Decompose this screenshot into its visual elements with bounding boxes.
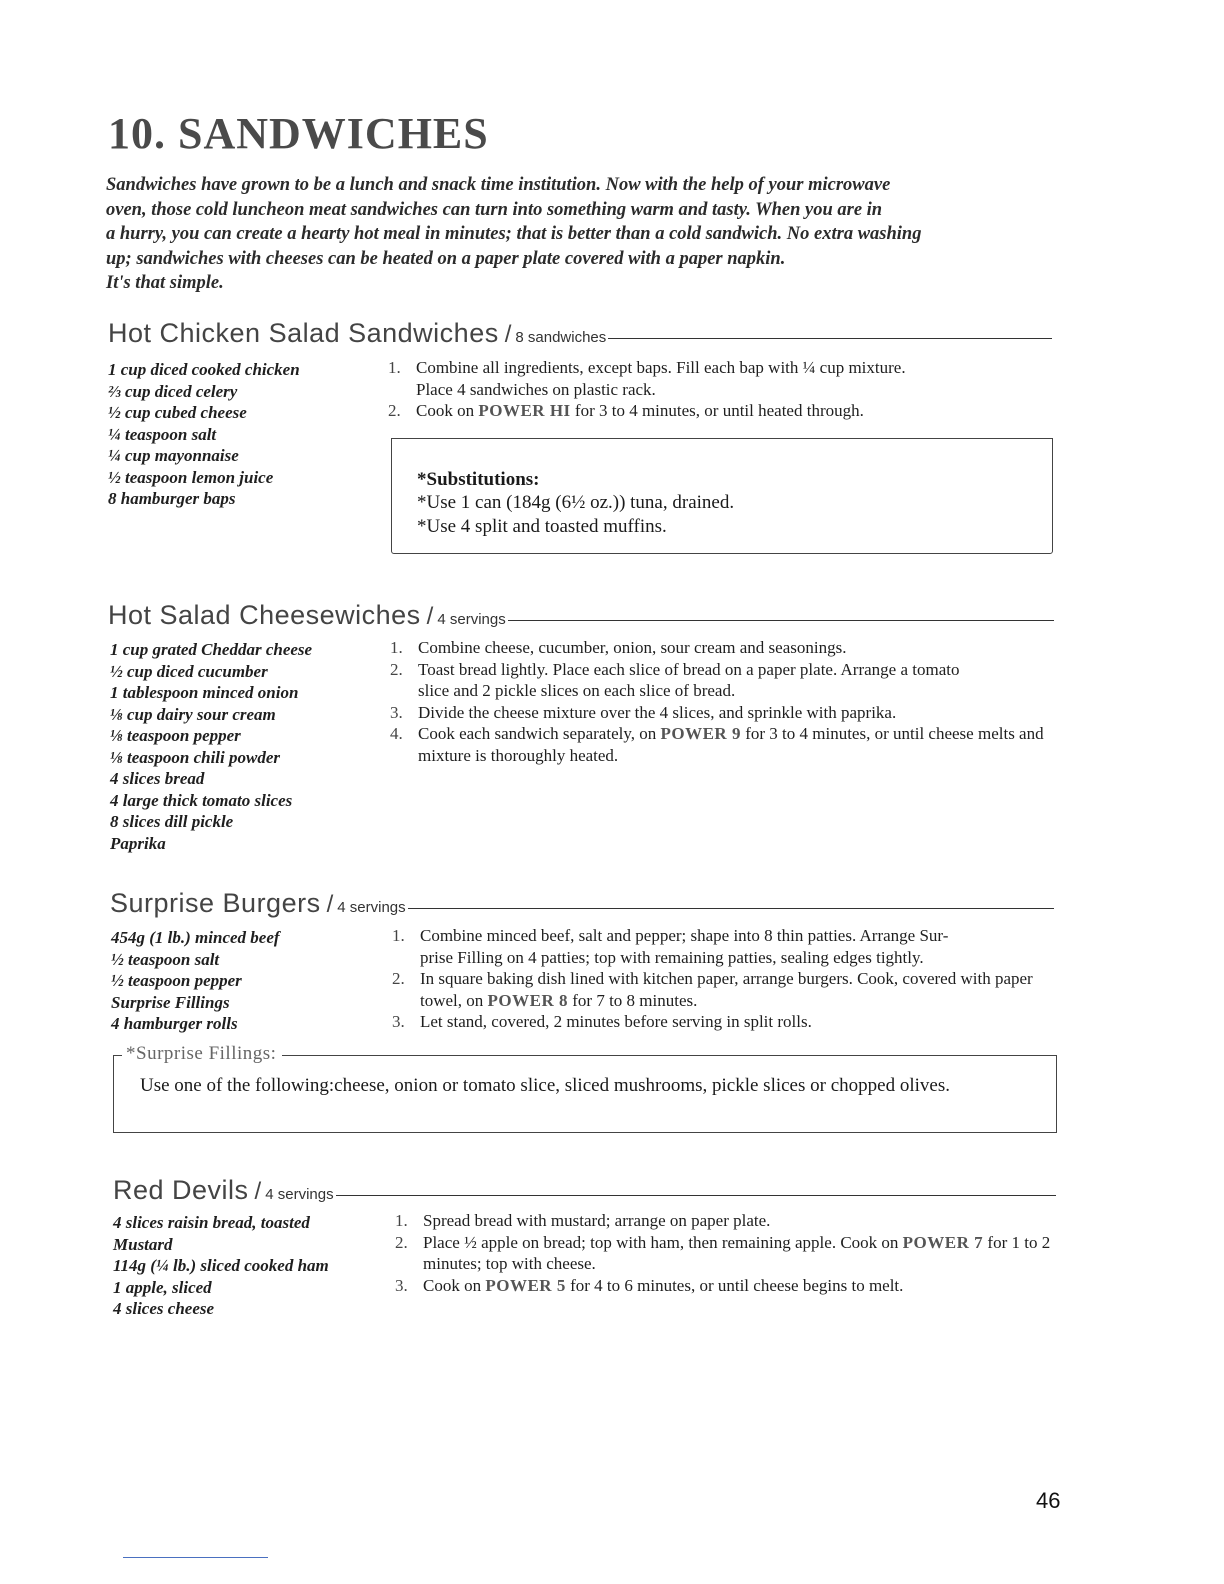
ingredient: ¼ teaspoon salt (108, 424, 217, 444)
step (388, 357, 1048, 400)
ingredient: Surprise Fillings (111, 992, 230, 1012)
step-list (390, 637, 1056, 766)
step-line: Place 4 sandwiches on plastic rack. (416, 379, 656, 399)
ingredient: 4 slices raisin bread, toasted (113, 1213, 310, 1232)
step-text-part: for 3 to 4 minutes, or until cheese melts and mixture is thoroughly heated. (418, 724, 1044, 765)
recipe-yield: 8 sandwiches (515, 329, 607, 346)
fillings-text: Use one of the following:cheese, onion or tomato slice, sliced mushrooms, pickle slices or chopped olives. (140, 1075, 950, 1096)
step-line: prise Filling on 4 patties; top with remaining patties, sealing edges tightly. (420, 947, 924, 967)
ingredient: 1 apple, sliced (113, 1277, 212, 1297)
recipe-title: Surprise Burgers (110, 888, 321, 918)
recipe-title: Hot Chicken Salad Sandwiches (108, 318, 499, 348)
ingredient: ⅛ teaspoon pepper (110, 726, 241, 745)
recipe-heading-red-devils (113, 1175, 1056, 1209)
ingredient: 1 cup grated Cheddar cheese (110, 640, 313, 659)
step-number: 2. (395, 1232, 408, 1252)
step (392, 925, 1056, 968)
power-level: POWER 7 (902, 1232, 984, 1252)
step-line: Combine cheese, cucumber, onion, sour cream and seasonings. (418, 638, 847, 657)
step-text (418, 723, 1056, 766)
power-level: POWER 9 (660, 724, 741, 743)
ingredient: 114g (¼ lb.) sliced cooked ham (113, 1256, 329, 1275)
step-text (423, 1232, 1056, 1275)
ingredient: ½ teaspoon pepper (111, 971, 242, 990)
ingredient: Paprika (110, 833, 166, 853)
intro-line: oven, those cold luncheon meat sandwiches can turn into something warm and tasty. When you are in (106, 199, 883, 220)
step (388, 400, 1048, 422)
step-line: slice and 2 pickle slices on each slice of bread. (418, 681, 736, 700)
step-line: Spread bread with mustard; arrange on paper plate. (423, 1211, 771, 1230)
yield-separator: / (504, 321, 512, 348)
heading-rule (508, 620, 1054, 621)
step (392, 1011, 1056, 1033)
ingredient: ½ cup diced cucumber (110, 661, 268, 681)
step-list (395, 1210, 1056, 1296)
step-number: 2. (388, 401, 401, 420)
recipe-title: Red Devils (113, 1175, 249, 1205)
step-number: 3. (390, 702, 403, 722)
ingredient: 4 hamburger rolls (111, 1014, 238, 1033)
step-line: Divide the cheese mixture over the 4 slices, and sprinkle with paprika. (418, 702, 897, 722)
intro-line: Sandwiches have grown to be a lunch and snack time institution. Now with the help of your microwave (106, 175, 891, 195)
power-level: POWER 5 (485, 1275, 566, 1295)
step-text-part: In square baking dish lined with kitchen paper, arrange burgers. Cook, covered with paper towel, on (420, 969, 1033, 1010)
step-text (420, 925, 1056, 968)
yield-separator: / (326, 891, 334, 918)
power-level: POWER 8 (487, 990, 569, 1010)
ingredient: ¼ cup mayonnaise (108, 446, 239, 465)
step-text-part: for 4 to 6 minutes, or until cheese begins to melt. (565, 1275, 904, 1295)
step-text (418, 659, 1056, 702)
step-line: Combine minced beef, salt and pepper; shape into 8 thin patties. Arrange Sur- (420, 926, 949, 945)
step-text (416, 357, 1048, 400)
step (395, 1232, 1056, 1275)
step-text (420, 968, 1056, 1011)
ingredient: 1 tablespoon minced onion (110, 683, 299, 702)
substitutions-heading: *Substitutions: (417, 469, 540, 490)
ingredient: 8 hamburger baps (108, 489, 236, 508)
ingredient: ⅛ cup dairy sour cream (110, 704, 276, 724)
step (392, 968, 1056, 1011)
ingredient: 454g (1 lb.) minced beef (111, 928, 280, 947)
substitutions-box (391, 438, 1053, 554)
ingredient: ½ cup cubed cheese (108, 403, 247, 422)
step-line: Combine all ingredients, except baps. Fill each bap with ¼ cup mixture. (416, 358, 906, 377)
yield-separator: / (426, 603, 434, 630)
page-number: 46 (1036, 1488, 1061, 1513)
step-text-part: for 1 to 2 minutes; top with cheese. (423, 1232, 1051, 1273)
step-text (416, 400, 1048, 422)
intro-line: a hurry, you can create a hearty hot meal in minutes; that is better than a cold sandwich. No extra washing (106, 224, 922, 244)
ingredient: ⅛ teaspoon chili powder (110, 747, 281, 767)
step-text-part: Cook on (423, 1275, 486, 1295)
step (390, 637, 1056, 659)
step (390, 659, 1056, 702)
step-text (423, 1275, 1056, 1297)
heading-rule (408, 908, 1054, 909)
ingredient-list (110, 639, 312, 854)
step-number: 3. (392, 1012, 405, 1031)
step-list (392, 925, 1056, 1033)
recipe-heading-surprise-burgers (110, 888, 1054, 922)
ingredient-list (111, 927, 280, 1035)
step-text-part: for 7 to 8 minutes. (568, 990, 698, 1010)
step-number: 3. (395, 1275, 408, 1295)
substitution-item: *Use 4 split and toasted muffins. (417, 516, 667, 537)
intro-paragraph (106, 173, 1056, 296)
step-text-part: Place ½ apple on bread; top with ham, then remaining apple. Cook on (423, 1232, 903, 1252)
recipe-title: Hot Salad Cheesewiches (108, 600, 421, 630)
step-line: Toast bread lightly. Place each slice of bread on a paper plate. Arrange a tomato (418, 659, 960, 679)
step (395, 1275, 1056, 1297)
step-text-part: Cook each sandwich separately, on (418, 724, 661, 743)
ingredient: 4 slices bread (110, 769, 205, 788)
step-number: 1. (392, 926, 405, 945)
recipe-heading-hot-chicken-salad (108, 318, 1052, 352)
heading-rule (336, 1195, 1056, 1196)
ingredient: 1 cup diced cooked chicken (108, 360, 300, 379)
chapter-title: 10. SANDWICHES (108, 109, 489, 158)
step-number: 1. (390, 638, 403, 657)
recipe-yield: 4 servings (265, 1186, 334, 1203)
step-text-part: Cook on (416, 401, 479, 420)
ingredient: Mustard (113, 1234, 173, 1254)
ingredient: 4 slices cheese (113, 1299, 215, 1318)
step-number: 1. (388, 358, 401, 377)
intro-line: It's that simple. (106, 273, 224, 293)
ingredient-list (113, 1212, 329, 1320)
intro-line: up; sandwiches with cheeses can be heated on a paper plate covered with a paper napkin. (106, 248, 786, 269)
power-level: POWER HI (478, 401, 571, 420)
step (395, 1210, 1056, 1232)
step-text-part: for 3 to 4 minutes, or until heated through. (570, 401, 864, 420)
step-number: 2. (390, 659, 403, 679)
ingredient: 4 large thick tomato slices (110, 790, 293, 810)
step (390, 723, 1056, 766)
step-number: 4. (390, 724, 403, 743)
step (390, 702, 1056, 724)
ingredient: 8 slices dill pickle (110, 812, 234, 831)
ingredient: ½ teaspoon salt (111, 949, 220, 969)
recipe-heading-hot-salad-cheesewiches (108, 600, 1054, 634)
step-number: 2. (392, 969, 405, 988)
fillings-heading: *Surprise Fillings: (122, 1043, 282, 1065)
recipe-yield: 4 servings (337, 899, 406, 916)
ingredient: ½ teaspoon lemon juice (108, 467, 274, 487)
ingredient-list (108, 359, 300, 510)
heading-rule (608, 338, 1052, 339)
yield-separator: / (254, 1178, 262, 1205)
step-number: 1. (395, 1211, 408, 1230)
step-line: Let stand, covered, 2 minutes before serving in split rolls. (420, 1012, 812, 1031)
footer-rule (123, 1557, 268, 1558)
substitution-item: *Use 1 can (184g (6½ oz.)) tuna, drained. (417, 492, 735, 513)
ingredient: ⅔ cup diced celery (108, 381, 238, 401)
step-list (388, 357, 1048, 422)
recipe-yield: 4 servings (437, 611, 506, 628)
